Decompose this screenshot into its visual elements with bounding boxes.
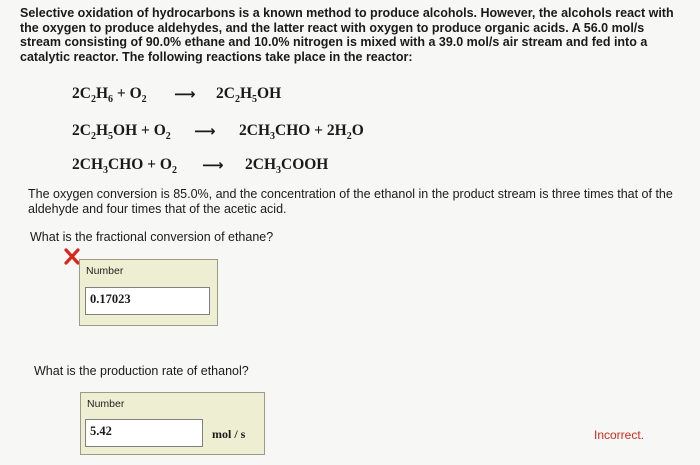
question-2-text: What is the production rate of ethanol? [34, 364, 249, 378]
reaction-3 [72, 156, 329, 177]
arrow-icon: ⟶ [174, 85, 196, 103]
reaction-3-lhs: $2CH_3CHO + O_2$ [72, 156, 177, 177]
reaction-1 [72, 85, 282, 106]
answer-2-input[interactable]: 5.42 [85, 419, 203, 447]
problem-intro: Selective oxidation of hydrocarbons is a known method to produce alcohols. However, the alcohols react with the oxygen to produce aldehydes, and the latter react with oxygen to produce organic acids. A 56.0 mol/s stream consisting of 90.0% ethane and 10.0% nitrogen is mixed with a 39.0 mol/s air stream and fed into a catalytic reactor. The following reactions take place in the reactor: [20, 6, 674, 64]
reaction-2-lhs: $2C_2H_5OH + O_2$ [72, 122, 171, 143]
reaction-3-rhs: $2CH_3COOH$ [245, 156, 329, 177]
answer-2-units: mol / s [212, 427, 246, 441]
panel-1-label: Number [86, 265, 124, 277]
answer-1-input[interactable]: 0.17023 [85, 287, 210, 315]
panel-2-label: Number [87, 398, 125, 410]
question-1-text: What is the fractional conversion of ethane? [30, 230, 274, 244]
reaction-2-rhs: $2CH_3CHO + 2H_2O$ [239, 122, 364, 143]
reaction-2 [72, 122, 364, 143]
problem-conditions: The oxygen conversion is 85.0%, and the concentration of the ethanol in the product stream is three times that of the aldehyde and four times that of the acetic acid. [28, 187, 673, 216]
incorrect-status: Incorrect. [594, 428, 645, 442]
arrow-icon: ⟶ [194, 122, 216, 140]
answer-panel-1 [79, 259, 218, 326]
reaction-1-lhs: $2C_2H_6 + O_2$ [72, 85, 147, 106]
reaction-1-rhs: $2C_2H_5OH$ [216, 85, 282, 106]
answer-panel-2 [80, 392, 265, 455]
arrow-icon: ⟶ [202, 156, 224, 174]
